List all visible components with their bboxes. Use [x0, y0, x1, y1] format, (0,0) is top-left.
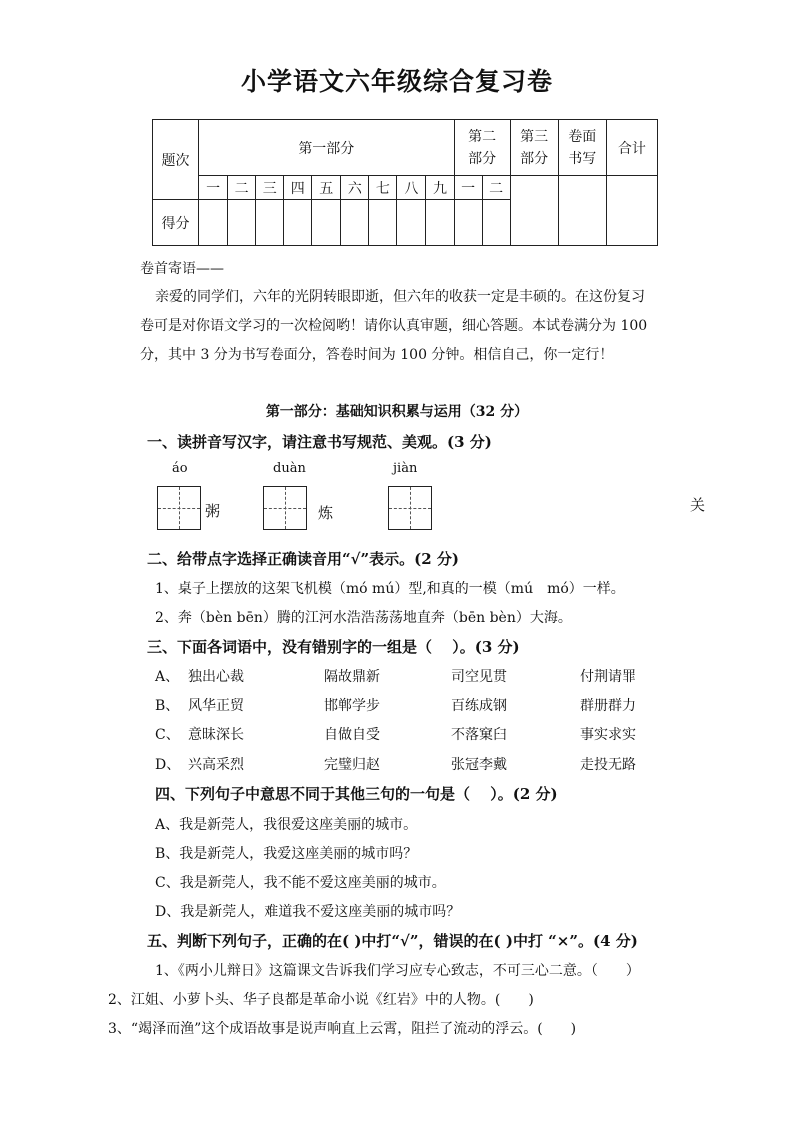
option-word: 自做自受 [324, 727, 380, 743]
header-part3-a: 第三 [520, 128, 549, 145]
sub-col: 七 [369, 176, 397, 200]
option-word: 不落窠臼 [451, 727, 507, 743]
preface-heading: 卷首寄语—— [140, 261, 224, 277]
score-cell[interactable] [482, 200, 510, 246]
option-word: 群册群力 [580, 698, 636, 714]
header-neat-b: 书写 [568, 150, 597, 167]
option-word: 邯郸学步 [324, 698, 380, 714]
q5-title: 五、判断下列句子，正确的在( )中打“√”，错误的在( )中打 “×”。(4 分) [147, 932, 638, 950]
header-part2 [454, 120, 510, 176]
score-cell[interactable] [341, 200, 369, 246]
sub-col: 一 [454, 176, 482, 200]
header-total: 合计 [606, 120, 657, 176]
sub-col: 一 [199, 176, 228, 200]
q5-line: 1、《两小儿辩日》这篇课文告诉我们学习应专心致志，不可三心二意。（ ） [155, 963, 640, 979]
q5-line: 3、“竭泽而渔”这个成语故事是说声响直上云霄，阻拦了流动的浮云。( ) [108, 1021, 577, 1037]
score-cell[interactable] [312, 200, 341, 246]
header-part3-b: 部分 [520, 150, 549, 167]
row-label-score: 得分 [153, 200, 199, 246]
sub-col: 二 [228, 176, 256, 200]
score-cell[interactable] [369, 200, 397, 246]
option-word: 独出心裁 [188, 669, 244, 685]
part1-title: 第一部分：基础知识积累与运用（32 分） [265, 404, 529, 420]
page-title: 小学语文六年级综合复习卷 [240, 67, 553, 96]
given-char: 关 [690, 496, 706, 514]
q2-line: 1、桌子上摆放的这架飞机模（mó mú）型,和真的一模（mú mó）一样。 [155, 581, 625, 597]
q2-line: 2、奔（bèn bēn）腾的江河水浩浩荡荡地直奔（bēn bèn）大海。 [155, 610, 572, 626]
header-neat-a: 卷面 [568, 128, 597, 145]
score-cell-neat[interactable] [558, 176, 606, 246]
header-part3 [510, 120, 558, 176]
q3-title: 三、下面各词语中，没有错别字的一组是（ ）。(3 分) [147, 638, 520, 656]
q5-line: 2、江姐、小萝卜头、华子良都是革命小说《红岩》中的人物。( ) [108, 992, 534, 1008]
option-word: 事实求实 [580, 727, 636, 743]
option-word: 隔故鼎新 [324, 669, 380, 685]
option-word: 意昧深长 [188, 727, 244, 743]
preface-line: 分，其中 3 分为书写卷面分，答卷时间为 100 分钟。相信自己，你一定行！ [140, 347, 614, 363]
score-cell[interactable] [397, 200, 426, 246]
header-neat [558, 120, 606, 176]
given-char: 粥 [205, 502, 221, 520]
sub-col: 六 [341, 176, 369, 200]
option-word: 走投无路 [580, 757, 636, 773]
sub-col: 三 [256, 176, 284, 200]
score-cell[interactable] [228, 200, 256, 246]
header-part2-b: 部分 [468, 150, 497, 167]
sub-col: 四 [284, 176, 312, 200]
option-word: 完璧归赵 [324, 757, 380, 773]
option-word: 付荆请罪 [580, 669, 636, 685]
option-word: 兴高采烈 [188, 757, 244, 773]
writing-grid-box[interactable] [388, 486, 432, 530]
q4-title: 四、下列句子中意思不同于其他三句的一句是（ ）。(2 分) [155, 785, 558, 803]
score-cell[interactable] [284, 200, 312, 246]
pinyin: jiàn [393, 461, 418, 476]
option-label: D、 [155, 757, 181, 773]
sub-col: 八 [397, 176, 426, 200]
score-cell[interactable] [199, 200, 228, 246]
preface-line: 亲爱的同学们，六年的光阴转眼即逝，但六年的收获一定是丰硕的。在这份复习 [155, 289, 645, 305]
given-char: 炼 [318, 504, 334, 522]
q4-line: D、我是新莞人，难道我不爱这座美丽的城市吗？ [155, 904, 461, 920]
score-cell[interactable] [454, 200, 482, 246]
writing-grid-box[interactable] [263, 486, 307, 530]
sub-col: 九 [426, 176, 454, 200]
score-cell-total[interactable] [606, 176, 657, 246]
header-part1: 第一部分 [199, 120, 454, 176]
preface-line: 卷可是对你语文学习的一次检阅哟！请你认真审题，细心答题。本试卷满分为 100 [140, 318, 648, 334]
option-label: A、 [155, 669, 180, 685]
writing-grid-box[interactable] [157, 486, 201, 530]
option-label: B、 [155, 698, 180, 714]
option-word: 风华正贸 [188, 698, 244, 714]
q4-line: C、我是新莞人，我不能不爱这座美丽的城市。 [155, 875, 446, 891]
pinyin: duàn [273, 461, 306, 476]
score-cell[interactable] [426, 200, 454, 246]
header-part2-a: 第二 [468, 128, 497, 145]
option-word: 司空见贯 [451, 669, 507, 685]
q4-line: B、我是新莞人，我爱这座美丽的城市吗？ [155, 846, 418, 862]
score-table [152, 119, 658, 246]
q1-title: 一、读拼音写汉字，请注意书写规范、美观。(3 分) [147, 433, 492, 451]
option-label: C、 [155, 727, 180, 743]
q4-line: A、我是新莞人，我很爱这座美丽的城市。 [155, 817, 418, 833]
sub-col: 二 [482, 176, 510, 200]
option-word: 百练成钢 [451, 698, 507, 714]
row-label-title: 题次 [153, 120, 199, 200]
score-cell[interactable] [256, 200, 284, 246]
pinyin: áo [172, 461, 188, 476]
q2-title: 二、给带点字选择正确读音用“√”表示。(2 分) [147, 550, 459, 568]
sub-col: 五 [312, 176, 341, 200]
option-word: 张冠李戴 [451, 757, 507, 773]
score-cell-part3[interactable] [510, 176, 558, 246]
